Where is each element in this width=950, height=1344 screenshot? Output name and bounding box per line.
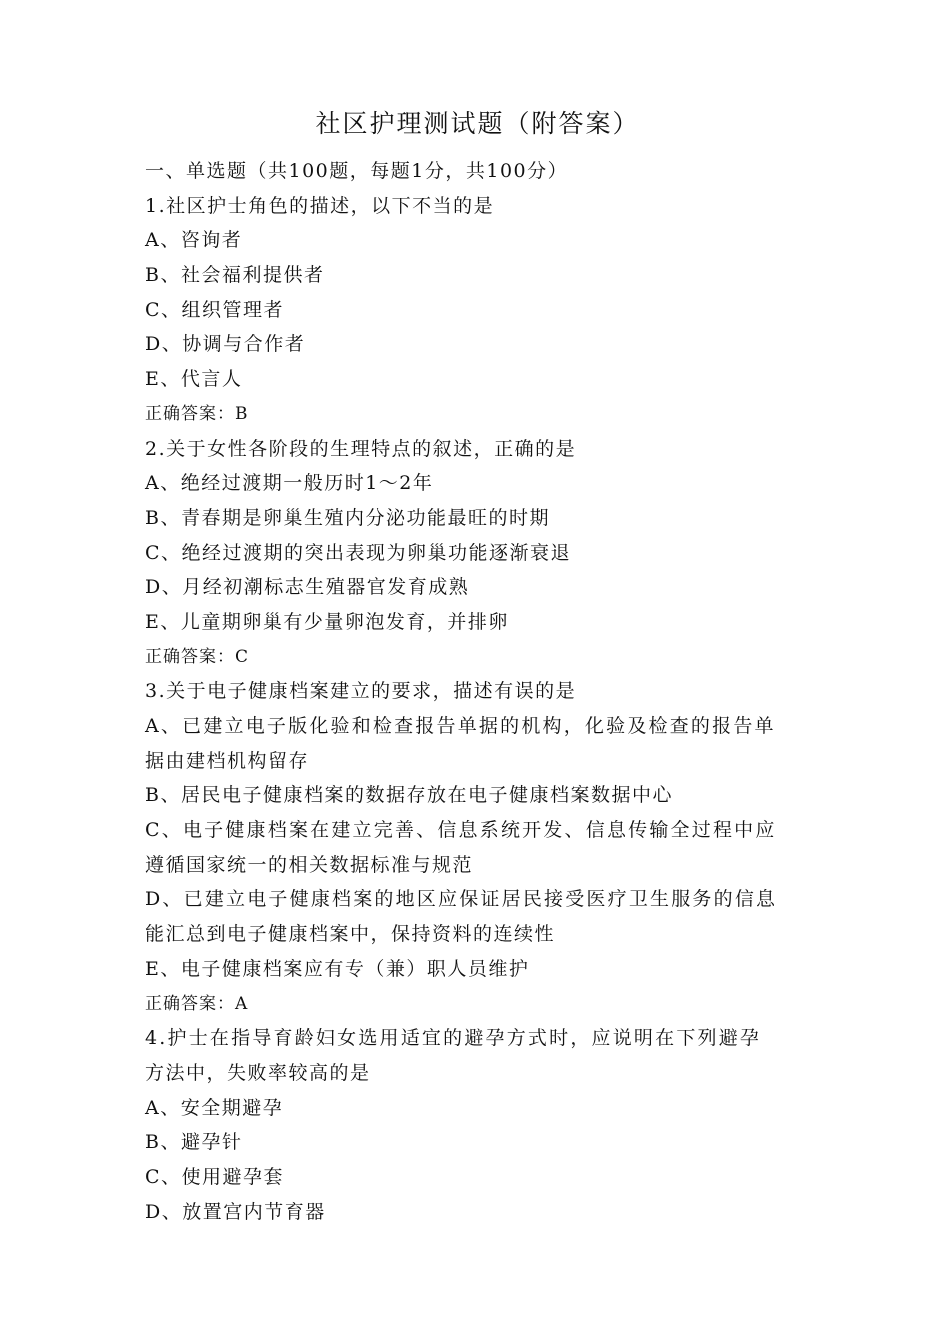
answer-option: C、电子健康档案在建立完善、信息系统开发、信息传输全过程中应 [145,819,777,842]
answer-option: A、已建立电子版化验和检查报告单据的机构，化验及检查的报告单 [145,715,776,737]
section-heading: 一、单选题（共100题，每题1分，共100分） [145,160,569,182]
question-text: 1.社区护士角色的描述，以下不当的是 [145,194,495,217]
answer-option: E、儿童期卵巢有少量卵泡发育，并排卵 [145,610,509,633]
answer-option: D、放置宫内节育器 [145,1200,326,1223]
question-text-continued: 方法中，失败率较高的是 [145,1061,371,1084]
correct-answer: 正确答案：B [145,403,249,424]
correct-answer: 正确答案：C [145,646,250,667]
question-text: 2.关于女性各阶段的生理特点的叙述，正确的是 [145,437,577,460]
answer-option: E、代言人 [145,368,243,391]
answer-option: A、安全期避孕 [145,1096,284,1119]
answer-option: B、青春期是卵巢生殖内分泌功能最旺的时期 [145,506,550,529]
question-text: 3.关于电子健康档案建立的要求，描述有误的是 [145,680,577,703]
correct-answer: 正确答案：A [145,993,249,1014]
answer-option: A、咨询者 [145,229,243,252]
answer-option: B、居民电子健康档案的数据存放在电子健康档案数据中心 [145,784,673,807]
answer-option: B、避孕针 [145,1131,243,1154]
question-text: 4.护士在指导育龄妇女选用适宜的避孕方式时，应说明在下列避孕 [145,1027,762,1050]
answer-option: A、绝经过渡期一般历时1～2年 [145,472,434,495]
answer-option: D、协调与合作者 [145,333,306,356]
answer-option: D、已建立电子健康档案的地区应保证居民接受医疗卫生服务的信息 [145,888,778,911]
answer-option: C、组织管理者 [145,298,285,321]
answer-option-continued: 据由建档机构留存 [145,749,310,772]
answer-option: D、月经初潮标志生殖器官发育成熟 [145,576,470,599]
answer-option: E、电子健康档案应有专（兼）职人员维护 [145,957,530,980]
answer-option: C、绝经过渡期的突出表现为卵巢功能逐渐衰退 [145,541,572,564]
answer-option-continued: 能汇总到电子健康档案中，保持资料的连续性 [145,923,556,946]
answer-option-continued: 遵循国家统一的相关数据标准与规范 [145,853,474,876]
document-body [145,154,810,1229]
answer-option: C、使用避孕套 [145,1165,285,1188]
answer-option: B、社会福利提供者 [145,264,325,287]
document-title: 社区护理测试题（附答案） [315,109,640,138]
